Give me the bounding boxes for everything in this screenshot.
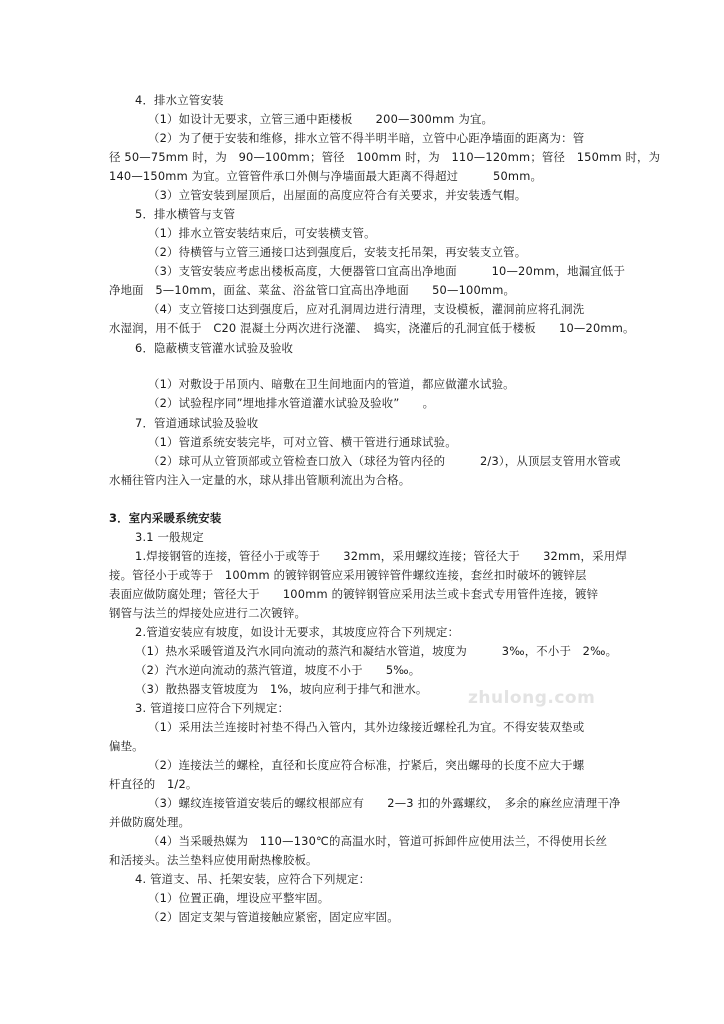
paragraph-line: （1）如设计无要求，立管三通中距楼板 200—300mm 为宜。 bbox=[148, 112, 494, 126]
paragraph-line: （1）热水采暖管道及汽水同向流动的蒸汽和凝结水管道，坡度为 3‰，不小于 2‰。 bbox=[135, 644, 618, 658]
paragraph-line: （1）位置正确，埋设应平整牢固。 bbox=[148, 891, 330, 905]
paragraph-line: 水桶往管内注入一定量的水，球从排出管顺利流出为合格。 bbox=[109, 473, 411, 487]
paragraph-line: （1）排水立管安装结束后，可安装横支管。 bbox=[148, 226, 376, 240]
paragraph-line: 2.管道安装应有坡度，如设计无要求，其坡度应符合下列规定： bbox=[135, 625, 460, 639]
paragraph-line: （2）为了便于安装和维修，排水立管不得半明半暗，立管中心距净墙面的距离为：管 bbox=[148, 131, 585, 145]
paragraph-line: （1）采用法兰连接时衬垫不得凸入管内，其外边缘接近螺栓孔为宜。不得安装双垫或 bbox=[148, 720, 585, 734]
paragraph-line: （2）试验程序同”埋地排水管道灌水试验及验收” 。 bbox=[148, 396, 435, 410]
section-heading-3: 3．室内采暖系统安装 bbox=[109, 511, 222, 525]
heading-4: 4．排水立管安装 bbox=[135, 93, 224, 107]
paragraph-line: （2）待横管与立管三通接口达到强度后，安装支托吊架，再安装支立管。 bbox=[148, 245, 527, 259]
paragraph-line: （2）固定支架与管道接触应紧密，固定应牢固。 bbox=[148, 910, 399, 924]
subsection-heading-3-1: 3.1 一般规定 bbox=[135, 530, 204, 544]
paragraph-line: 1.焊接钢管的连接，管径小于或等于 32mm，采用螺纹连接；管径大于 32mm，采用焊 bbox=[135, 549, 627, 563]
paragraph-line: （1）对敷设于吊顶内、暗敷在卫生间地面内的管道，都应做灌水试验。 bbox=[148, 377, 515, 391]
paragraph-line: 杆直径的 1/2。 bbox=[109, 777, 198, 791]
paragraph-line: 3. 管道接口应符合下列规定： bbox=[135, 701, 290, 715]
heading-7: 7．管道通球试验及验收 bbox=[135, 416, 259, 430]
paragraph-line: 钢管与法兰的焊接处应进行二次镀锌。 bbox=[109, 606, 307, 620]
heading-5: 5．排水横管与支管 bbox=[135, 207, 236, 221]
paragraph-line: 水湿润，用不低于 C20 混凝土分两次进行浇灌、 捣实，浇灌后的孔洞宜低于楼板 10—20mm。 bbox=[109, 321, 635, 335]
paragraph-line: 和活接头。法兰垫料应使用耐热橡胶板。 bbox=[109, 853, 318, 867]
paragraph-line: 接。管径小于或等于 100mm 的镀锌钢管应采用镀锌管件螺纹连接，套丝扣时破坏的镀锌层 bbox=[109, 568, 587, 582]
paragraph-line: （4）支立管接口达到强度后，应对孔洞周边进行清理，支设模板，灌洞前应将孔洞洗 bbox=[148, 302, 585, 316]
paragraph-line: 并做防腐处理。 bbox=[109, 815, 191, 829]
paragraph-line: （4）当采暖热媒为 110—130℃的高温水时，管道可拆卸件应使用法兰，不得使用长丝 bbox=[148, 834, 608, 848]
paragraph-line: 表面应做防腐处理；管径大于 100mm 的镀锌钢管应采用法兰或卡套式专用管件连接，镀锌 bbox=[109, 587, 599, 601]
paragraph-line: （1）管道系统安装完毕，可对立管、横干管进行通球试验。 bbox=[148, 435, 457, 449]
paragraph-line: （2）球可从立管顶部或立管检查口放入（球径为管内径的 2/3），从顶层支管用水管或 bbox=[148, 454, 621, 468]
paragraph-line: （3）立管安装到屋顶后，出屋面的高度应符合有关要求，并安装透气帽。 bbox=[148, 188, 527, 202]
paragraph-line: 径 50—75mm 时，为 90—100mm；管径 100mm 时，为 110—120mm；管径 150mm 时，为 bbox=[109, 150, 661, 164]
paragraph-line: 净地面 5—10mm，面盆、菜盆、浴盆管口宜高出净地面 50—100mm。 bbox=[109, 283, 516, 297]
paragraph-line: （2）汽水逆向流动的蒸汽管道，坡度不小于 5‰。 bbox=[135, 663, 421, 677]
paragraph-line: （2）连接法兰的螺栓，直径和长度应符合标准，拧紧后，突出螺母的长度不应大于螺 bbox=[148, 758, 585, 772]
paragraph-line: （3）支管安装应考虑出楼板高度，大便器管口宜高出净地面 10—20mm，地漏宜低于 bbox=[148, 264, 626, 278]
paragraph-line: 4. 管道支、吊、托架安装，应符合下列规定： bbox=[135, 872, 371, 886]
watermark: zhulong.com bbox=[468, 688, 596, 708]
paragraph-line: 偏垫。 bbox=[109, 739, 144, 753]
heading-6: 6．隐蔽横支管灌水试验及验收 bbox=[135, 341, 294, 355]
paragraph-line: （3）螺纹连接管道安装后的螺纹根部应有 2—3 扣的外露螺纹， 多余的麻丝应清理干净 bbox=[148, 796, 621, 810]
paragraph-line: （3）散热器支管坡度为 1%，坡向应利于排气和泄水。 bbox=[135, 682, 428, 696]
paragraph-line: 140—150mm 为宜。立管管件承口外侧与净墙面最大距离不得超过 50mm。 bbox=[109, 169, 543, 183]
